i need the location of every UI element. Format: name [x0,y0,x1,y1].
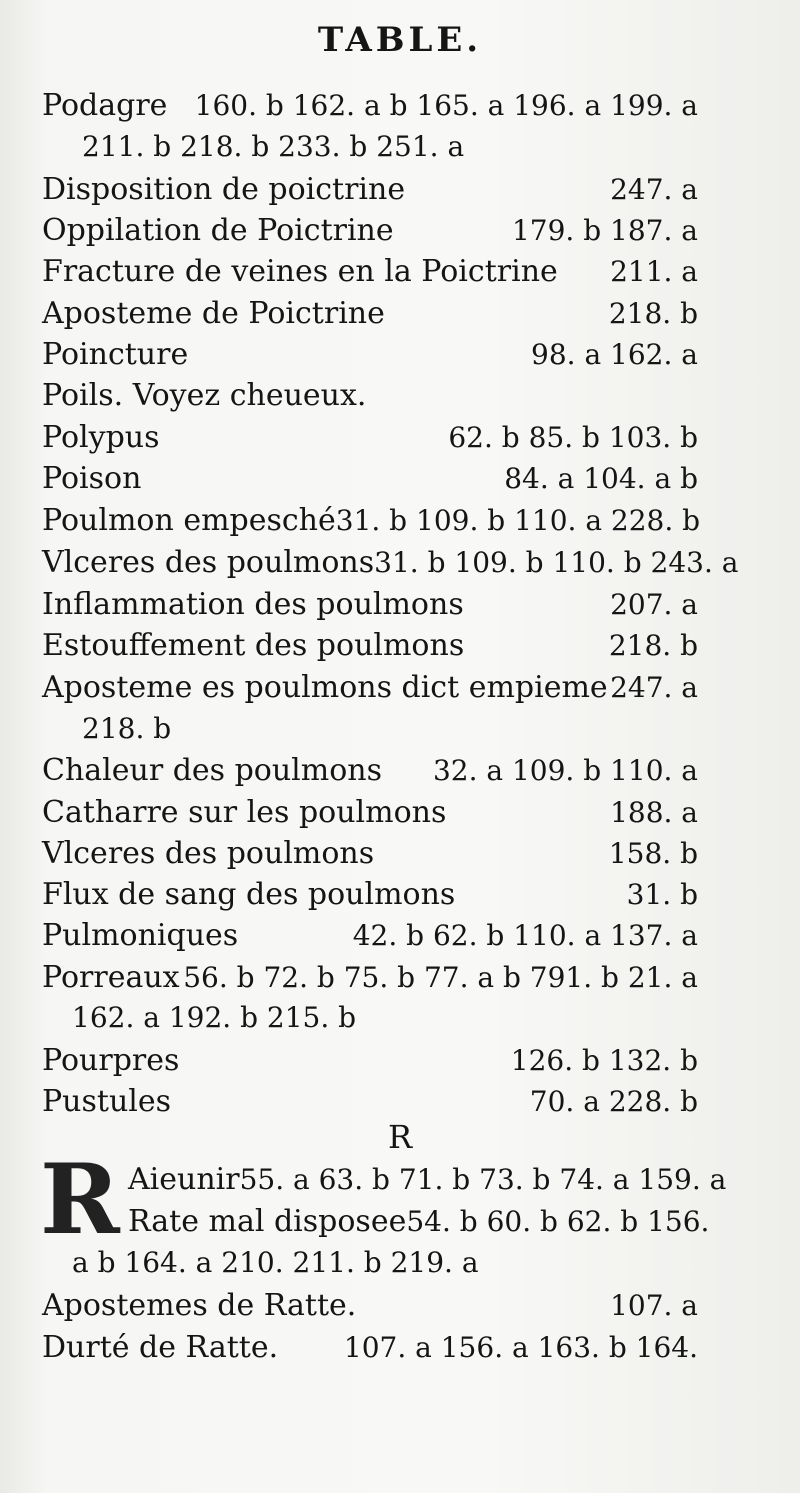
entry-refs: 107. a [610,1289,698,1322]
index-entry [42,172,698,212]
entry-term: Apostemes de Ratte. [42,1288,357,1323]
entry-refs: 31. b 109. b 110. b 243. a [374,546,739,579]
entry-term: Disposition de poictrine [42,172,406,207]
entry-term: Pourpres [42,1043,180,1078]
entry-refs: 179. b 187. a [511,214,698,247]
index-entry [42,877,698,917]
entry-refs: 207. a [610,588,698,621]
entry-refs: 54. b 60. b 62. b 156. [406,1205,710,1238]
index-entry [42,670,698,710]
index-entry [42,420,698,460]
entry-term: Oppilation de Poictrine [42,213,394,248]
index-entry [42,378,698,418]
entry-refs: 31. b [626,878,698,911]
index-entry [42,1288,698,1328]
page-title: TABLE. [317,20,483,60]
entry-refs: 247. a [610,671,698,704]
entry-term: Polypus [42,420,160,455]
index-entry [42,960,698,1000]
entry-refs: 158. b [608,837,698,870]
entry-continuation: 211. b 218. b 233. b 251. a [82,130,465,163]
index-entry [42,213,698,253]
entry-term: Chaleur des poulmons [42,753,383,788]
index-entry [42,88,698,128]
index-entry [42,753,698,793]
entry-refs: 70. a 228. b [529,1085,698,1118]
entry-refs: 31. b 109. b 110. a 228. b [335,504,701,537]
entry-term: Fracture de veines en la Poictrine [42,254,558,289]
entry-refs: 55. a 63. b 71. b 73. b 74. a 159. a [239,1163,727,1196]
entry-refs: 107. a 156. a 163. b 164. [343,1331,698,1364]
entry-refs: 160. b 162. a b 165. a 196. a 199. a [194,89,698,122]
entry-term: Poincture [42,337,189,372]
entry-continuation: a b 164. a 210. 211. b 219. a [72,1246,479,1279]
entry-term: Flux de sang des poulmons [42,877,456,912]
entry-term: Estouffement des poulmons [42,628,465,663]
entry-term: Aposteme de Poictrine [42,296,385,331]
entry-refs: 211. a [610,255,698,288]
entry-term: Pulmoniques [42,918,239,953]
entry-refs: 84. a 104. a b [504,462,698,495]
entry-refs: 98. a 162. a [531,338,698,371]
drop-cap: R [40,1143,120,1256]
entry-term: Rate mal disposee [128,1204,407,1239]
index-entry [42,254,698,294]
index-entry [128,1162,727,1202]
entry-refs: 126. b 132. b [510,1044,698,1077]
entry-refs: 62. b 85. b 103. b [448,421,698,454]
index-entry [42,1330,698,1370]
entry-term: Podagre [42,88,168,123]
entry-term: Pustules [42,1084,172,1119]
entry-term: Aposteme es poulmons dict empieme [42,670,608,705]
index-entry [42,503,701,543]
index-entry [42,795,698,835]
index-entry [42,337,698,377]
entry-refs: 188. a [610,796,698,829]
index-entry [42,587,698,627]
index-entry [42,836,698,876]
entry-refs: 32. a 109. b 110. a [432,754,698,787]
entry-term: Catharre sur les poulmons [42,795,447,830]
index-entry [42,296,698,336]
entry-continuation: 162. a 192. b 215. b [72,1001,357,1034]
entry-term: Porreaux [42,960,180,995]
entry-term: Vlceres des poulmons [42,836,375,871]
index-entry [42,461,698,501]
section-heading: R [387,1118,413,1156]
entry-continuation: 218. b [82,712,172,745]
index-entry [42,545,739,585]
entry-term: Aieunir [128,1162,240,1197]
index-entry [42,1043,698,1083]
entry-refs: 218. b [608,297,698,330]
entry-refs: 42. b 62. b 110. a 137. a [352,919,698,952]
index-entry [42,628,698,668]
entry-term: Vlceres des poulmons [42,545,375,580]
entry-term: Poils. Voyez cheueux. [42,378,367,413]
entry-refs: 247. a [610,173,698,206]
entry-refs: 218. b [608,629,698,662]
entry-refs: 56. b 72. b 75. b 77. a b 791. b 21. a [183,961,698,994]
index-entry [128,1204,710,1244]
entry-term: Poison [42,461,142,496]
entry-term: Inflammation des poulmons [42,587,464,622]
entry-term: Durté de Ratte. [42,1330,279,1365]
index-entry [42,918,698,958]
entry-term: Poulmon empesché [42,503,336,538]
